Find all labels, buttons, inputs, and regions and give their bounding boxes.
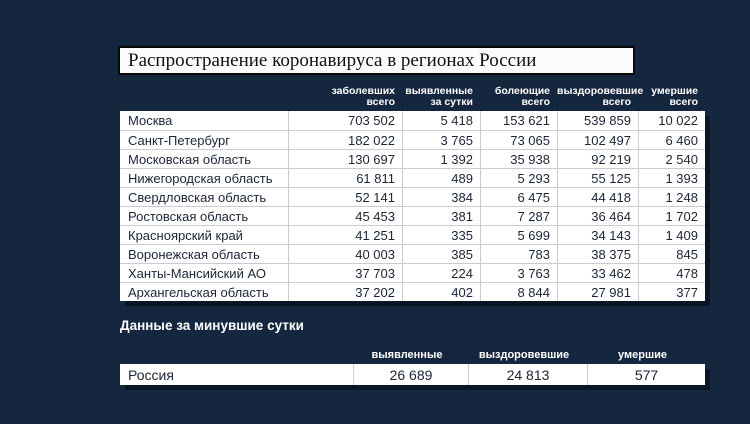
cell-value: 381 — [402, 207, 480, 225]
cell-value: 37 202 — [288, 283, 402, 301]
cell-value: 37 703 — [288, 264, 402, 282]
region-name: Санкт-Петербург — [128, 132, 230, 148]
regions-table-header — [120, 86, 705, 111]
region-name: Свердловская область — [128, 189, 267, 205]
header-infected-total: заболевших всего — [331, 85, 395, 108]
cell-value: 26 689 — [353, 364, 468, 385]
cell-value: 38 375 — [557, 245, 638, 263]
cell-value: 6 460 — [638, 131, 705, 149]
region-name: Архангельская область — [128, 284, 269, 300]
cell-value: 27 981 — [557, 283, 638, 301]
table-row — [120, 263, 705, 282]
cell-value: 153 621 — [480, 111, 557, 130]
table-row — [120, 244, 705, 263]
region-name: Москва — [128, 113, 173, 128]
cell-value: 55 125 — [557, 169, 638, 187]
daily-table-body — [120, 364, 705, 385]
cell-value: 1 392 — [402, 150, 480, 168]
cell-value: 45 453 — [288, 207, 402, 225]
region-name: Ханты-Мансийский АО — [128, 265, 266, 281]
region-name: Красноярский край — [128, 227, 243, 243]
header-died-total: умершие всего — [651, 85, 698, 108]
cell-value: 130 697 — [288, 150, 402, 168]
cell-value: 61 811 — [288, 169, 402, 187]
daily-table-header — [120, 349, 705, 364]
cell-value: 1 248 — [638, 188, 705, 206]
cell-value: 1 702 — [638, 207, 705, 225]
cell-value: 5 293 — [480, 169, 557, 187]
cell-value: 489 — [402, 169, 480, 187]
cell-value: 35 938 — [480, 150, 557, 168]
cell-value: 384 — [402, 188, 480, 206]
daily-table — [120, 349, 705, 385]
region-name: Нижегородская область — [128, 170, 273, 186]
table-row — [120, 225, 705, 244]
cell-value: 224 — [402, 264, 480, 282]
header-died: умершие — [618, 349, 667, 361]
table-row — [120, 149, 705, 168]
table-row — [120, 168, 705, 187]
cell-value: 335 — [402, 226, 480, 244]
cell-value: 402 — [402, 283, 480, 301]
page-title: Распространение коронавируса в регионах России — [118, 46, 635, 75]
cell-value: 783 — [480, 245, 557, 263]
cell-value: 3 763 — [480, 264, 557, 282]
cell-value: 73 065 — [480, 131, 557, 149]
cell-value: 1 393 — [638, 169, 705, 187]
cell-value: 377 — [638, 283, 705, 301]
cell-value: 5 418 — [402, 111, 480, 130]
table-row — [120, 111, 705, 130]
table-row — [120, 187, 705, 206]
region-name: Московская область — [128, 151, 252, 167]
cell-value: 385 — [402, 245, 480, 263]
cell-value: 845 — [638, 245, 705, 263]
table-row — [120, 130, 705, 149]
cell-value: 34 143 — [557, 226, 638, 244]
header-sick-total: болеющие всего — [494, 85, 550, 108]
header-recovered: выздоровевшие — [478, 349, 570, 361]
cell-value: 40 003 — [288, 245, 402, 263]
cell-value: 577 — [587, 364, 705, 385]
cell-value: 1 409 — [638, 226, 705, 244]
cell-value: 8 844 — [480, 283, 557, 301]
header-detected: выявленные — [371, 349, 443, 361]
cell-value: 2 540 — [638, 150, 705, 168]
cell-value: 6 475 — [480, 188, 557, 206]
cell-value: 182 022 — [288, 131, 402, 149]
header-recovered-total: выздоровевшие всего — [557, 85, 644, 108]
cell-value: 5 699 — [480, 226, 557, 244]
regions-table — [120, 86, 705, 301]
cell-value: 92 219 — [557, 150, 638, 168]
cell-value: 33 462 — [557, 264, 638, 282]
header-detected-daily: выявленные за сутки — [405, 85, 473, 108]
region-name: Ростовская область — [128, 208, 249, 224]
region-name: Россия — [128, 366, 174, 383]
cell-value: 703 502 — [288, 111, 402, 130]
table-row — [120, 282, 705, 301]
cell-value: 7 287 — [480, 207, 557, 225]
table-row — [120, 364, 705, 385]
cell-value: 36 464 — [557, 207, 638, 225]
cell-value: 41 251 — [288, 226, 402, 244]
cell-value: 24 813 — [468, 364, 587, 385]
cell-value: 478 — [638, 264, 705, 282]
table-row — [120, 206, 705, 225]
cell-value: 10 022 — [638, 111, 705, 130]
cell-value: 3 765 — [402, 131, 480, 149]
cell-value: 52 141 — [288, 188, 402, 206]
cell-value: 539 859 — [557, 111, 638, 130]
daily-section-title: Данные за минувшие сутки — [120, 318, 304, 333]
cell-value: 44 418 — [557, 188, 638, 206]
cell-value: 102 497 — [557, 131, 638, 149]
region-name: Воронежская область — [128, 246, 260, 262]
regions-table-body — [120, 111, 705, 301]
